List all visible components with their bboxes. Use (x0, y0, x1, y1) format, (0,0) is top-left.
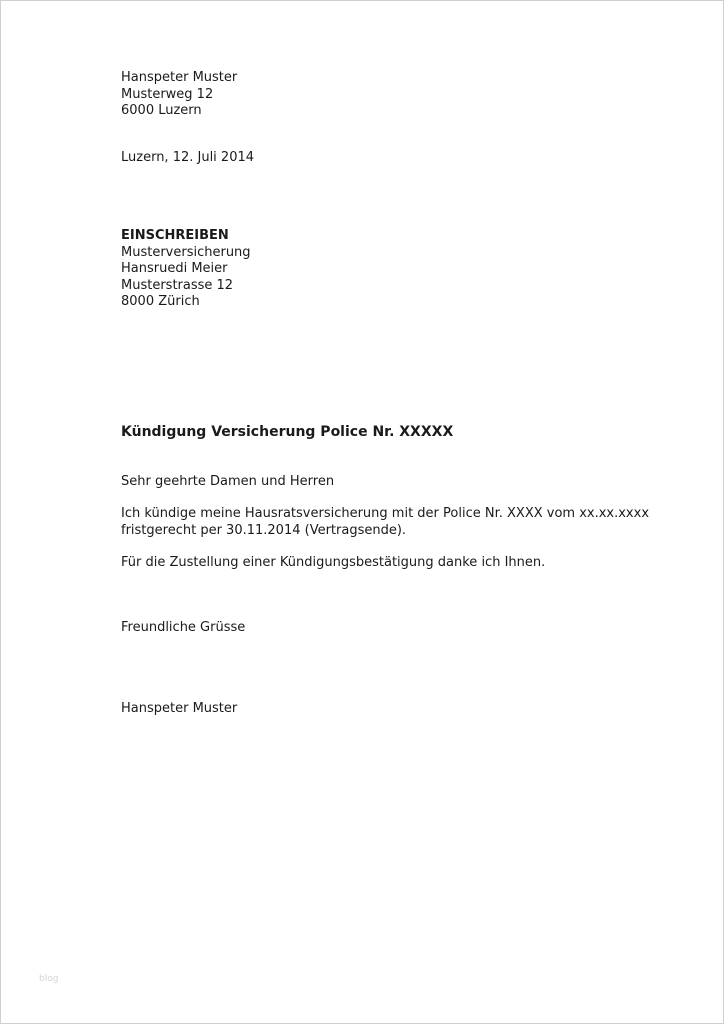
salutation-block (121, 474, 334, 491)
sender-city: 6000 Luzern (121, 103, 202, 118)
date-line-block (121, 150, 254, 167)
sender-name: Hanspeter Muster (121, 70, 238, 85)
salutation: Sehr geehrte Damen und Herren (121, 474, 335, 489)
recipient-address (121, 228, 251, 311)
closing: Freundliche Grüsse (121, 620, 246, 635)
closing-block (121, 620, 245, 637)
watermark: blog (39, 974, 59, 984)
body-paragraph-1-line-1: Ich kündige meine Hausratsversicherung mit der Police Nr. XXXX vom xx.xx.xxxx (121, 506, 650, 521)
recipient-company: Musterversicherung (121, 244, 251, 260)
recipient-contact: Hansruedi Meier (121, 261, 228, 276)
signature-name: Hanspeter Muster (121, 701, 238, 716)
delivery-type: EINSCHREIBEN (121, 228, 229, 243)
date-line: Luzern, 12. Juli 2014 (121, 150, 255, 165)
sender-address (121, 70, 237, 120)
body-paragraph-2-block (121, 555, 545, 572)
body-paragraph-2: Für die Zustellung einer Kündigungsbestätigung danke ich Ihnen. (121, 555, 546, 570)
recipient-city: 8000 Zürich (121, 294, 200, 309)
sender-street: Musterweg 12 (121, 86, 214, 102)
subject-line: Kündigung Versicherung Police Nr. XXXXX (121, 424, 454, 440)
body-paragraph-1-line-2: fristgerecht per 30.11.2014 (Vertragsende). (121, 522, 407, 538)
recipient-street: Musterstrasse 12 (121, 277, 234, 293)
signature-block (121, 701, 237, 718)
body-paragraph-1 (121, 506, 649, 539)
